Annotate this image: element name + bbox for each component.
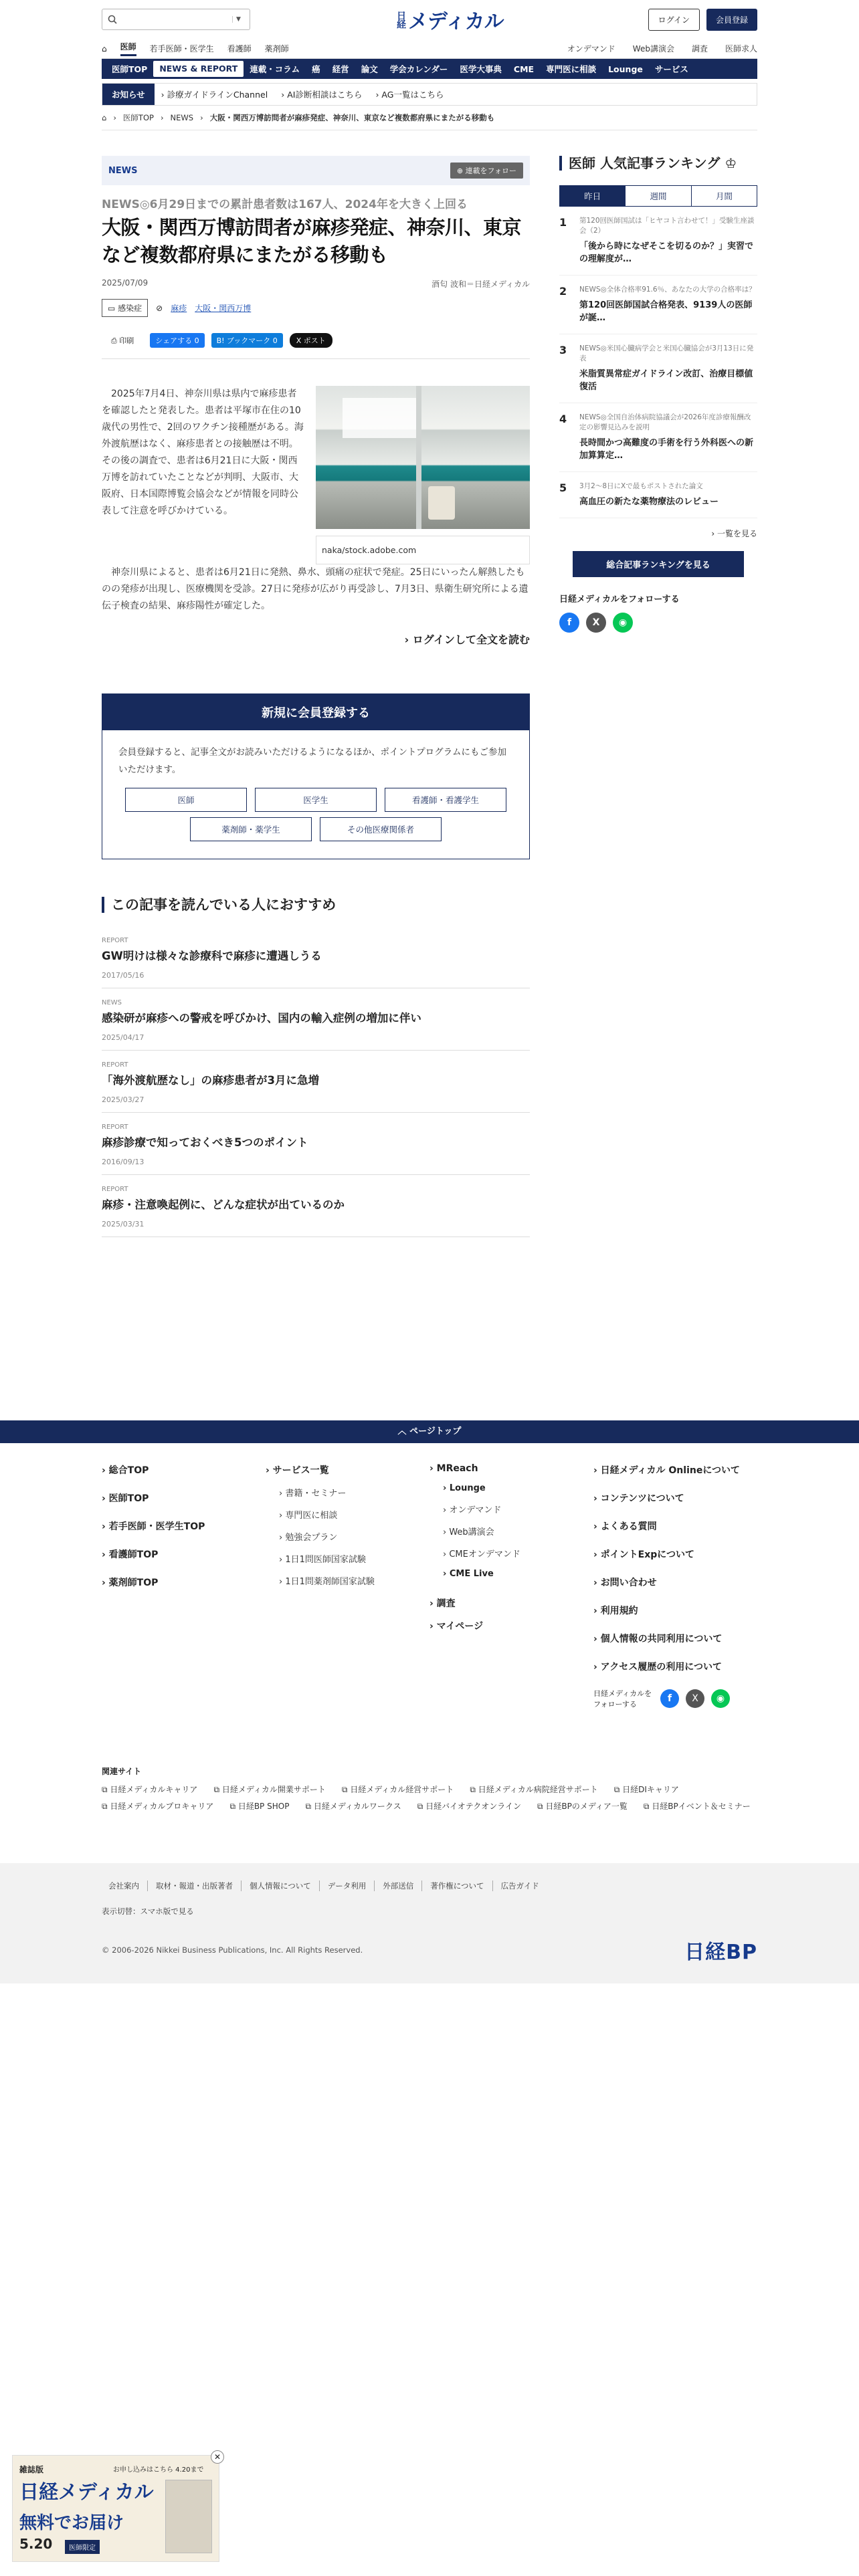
ranking-title: 医師 人気記事ランキング ♔ <box>559 156 757 171</box>
tag-link[interactable]: 大阪・関西万博 <box>195 304 252 313</box>
breadcrumb-item[interactable]: 医師TOP <box>122 113 154 122</box>
subnav-ondemand[interactable]: オンデマンド <box>567 44 615 53</box>
facebook-icon[interactable]: f <box>660 1689 679 1708</box>
list-item[interactable]: REPORT 麻疹診療で知っておくべき5つのポイント 2016/09/13 <box>102 1113 530 1175</box>
page-top-button[interactable]: ︿ ページトップ <box>0 1420 859 1443</box>
footer-link[interactable]: › 個人情報の共同利用について <box>593 1634 723 1644</box>
chevron-down-icon[interactable]: ▼ <box>232 16 244 23</box>
breadcrumb-current: 大阪・関西万博訪問者が麻疹発症、神奈川、東京など複数都府県にまたがる移動も <box>209 113 495 122</box>
x-icon[interactable]: X <box>586 613 606 633</box>
register-box-desc: 会員登録すると、記事全文がお読みいただけるようになるほか、ポイントプログラムにもご参加いただけます。 <box>118 747 506 775</box>
nav-news-report[interactable]: NEWS & REPORT <box>153 61 244 77</box>
register-other-button[interactable]: その他医療関係者 <box>320 817 442 841</box>
facebook-icon[interactable]: f <box>559 613 579 633</box>
follow-series-button[interactable]: ⊕ 連載をフォロー <box>450 163 523 179</box>
ranking-item[interactable]: 2 NEWS◎全体合格率91.6％、あなたの大学の合格率は？ 第120回医師国試合格発表、9139人の医師が誕… <box>559 276 757 334</box>
article-paragraph: 2025年7月4日、神奈川県は県内で麻疹患者を確認したと発表した。患者は平塚市在住の10歳代の男性で、2回のワクチン接種歴がある。海外渡航歴はなく、麻疹患者との接触歴は不明。その後の調査で、患者は6月21日に大阪・関西万博を訪れていたことなどが判明、大阪市、大阪府、日本国際博覧会協会などが情報を同時公表して注意を呼びかけている。 <box>102 389 304 516</box>
main-nav <box>102 59 757 79</box>
read-more-link[interactable]: › ログインして全文を読む <box>404 633 530 646</box>
search-input[interactable] <box>121 15 232 24</box>
line-icon[interactable]: ◉ <box>613 613 633 633</box>
subnav-pharmacist[interactable]: 薬剤師 <box>264 44 289 53</box>
close-icon[interactable]: ✕ <box>211 2450 224 2464</box>
copyright: © 2006-2026 Nikkei Business Publications, Inc. All Rights Reserved. <box>102 1945 363 1955</box>
related-link[interactable]: ⧉ 日経BP SHOP <box>229 1802 290 1811</box>
bottom-link[interactable]: 取材・報道・出版著者 <box>147 1881 241 1891</box>
register-box-title: 新規に会員登録する <box>102 694 529 730</box>
footer-link[interactable]: › 医師TOP <box>102 1493 149 1504</box>
register-button[interactable]: 会員登録 <box>706 9 757 31</box>
notice-label: お知らせ <box>102 84 155 105</box>
article-figure <box>316 386 530 564</box>
search-icon <box>108 15 117 24</box>
category-label[interactable]: NEWS <box>108 165 138 176</box>
related-link[interactable]: ⧉ 日経メディカルプロキャリア <box>102 1802 214 1811</box>
ad-free: 無料でお届け <box>19 2513 124 2533</box>
footer-link[interactable]: › 1日1問医師国家試験 <box>279 1555 366 1565</box>
article-body <box>102 386 530 615</box>
ad-promo: お申し込みはこちら 4.20まで <box>113 2466 204 2474</box>
related-link[interactable]: ⧉ 日経メディカル開業サポート <box>213 1785 326 1794</box>
ranking-more-link[interactable]: › 一覧を見る <box>711 529 757 538</box>
site-logo[interactable] <box>395 5 504 34</box>
nav-cme[interactable]: CME <box>513 64 535 74</box>
footer-link[interactable]: › ポイントExpについて <box>593 1549 694 1560</box>
bottom-link[interactable]: 著作権について <box>421 1881 492 1891</box>
tag-link[interactable]: 麻疹 <box>171 304 187 313</box>
article-author: 酒匂 波和＝日経メディカル <box>432 280 530 289</box>
ranking-tabs <box>559 185 757 207</box>
related-link[interactable]: ⧉ 日経BPイベント＆セミナー <box>643 1802 751 1811</box>
list-item[interactable]: REPORT 「海外渡航歴なし」の麻疹患者が3月に急増 2025/03/27 <box>102 1051 530 1113</box>
nav-dictionary[interactable]: 医学大事典 <box>460 64 502 74</box>
tag-icon: ⊘ <box>156 303 163 313</box>
magazine-cover-image <box>165 2480 212 2553</box>
notice-item[interactable]: › 診療ガイドラインChannel <box>161 90 268 100</box>
ad-label: 雑誌版 <box>19 2465 44 2474</box>
list-item[interactable]: NEWS 感染研が麻疹への警戒を呼びかけ、国内の輸入症例の増加に伴い 2025/04/17 <box>102 988 530 1051</box>
related-title: 関連サイト <box>102 1767 142 1776</box>
recommend-list <box>102 926 530 1237</box>
nav-papers[interactable]: 論文 <box>361 64 378 74</box>
footer-link[interactable]: › お問い合わせ <box>593 1578 657 1588</box>
register-nurse-button[interactable]: 看護師・看護学生 <box>385 788 506 812</box>
ranking-item[interactable]: 1 第120回医師国試は「ヒヤコト言わせて！」受験生座談会（2） 「後から時になぜそこを切るのか？」実習での理解度が… <box>559 207 757 276</box>
footer-link[interactable]: › オンデマンド <box>443 1505 502 1515</box>
footer-link[interactable]: › Lounge <box>443 1483 486 1493</box>
article-photo <box>316 386 530 529</box>
register-pharmacist-button[interactable]: 薬剤師・薬学生 <box>190 817 312 841</box>
related-link[interactable]: ⧉ 日経メディカルワークス <box>305 1802 401 1811</box>
subnav-jobs[interactable]: 医師求人 <box>725 44 757 53</box>
logo-small-text: 日経 <box>395 11 406 28</box>
footer-follow-label: 日経メディカルをフォローする <box>593 1689 652 1709</box>
sidebar <box>559 156 757 1237</box>
header <box>102 0 757 39</box>
footer-links <box>102 1463 757 1724</box>
footer-link[interactable]: › MReach <box>430 1463 478 1474</box>
footer-link[interactable]: › 調査 <box>430 1598 456 1609</box>
nav-calendar[interactable]: 学会カレンダー <box>389 64 448 74</box>
notice-bar <box>102 83 757 106</box>
subnav-nurse[interactable]: 看護師 <box>227 44 252 53</box>
line-icon[interactable]: ◉ <box>711 1689 730 1708</box>
article-main <box>102 156 530 1237</box>
category-bar <box>102 156 530 185</box>
footer-link[interactable]: › 看護師TOP <box>102 1549 159 1560</box>
footer-link[interactable]: › 1日1問薬剤師国家試験 <box>279 1577 375 1587</box>
footer-link[interactable]: › 書籍・セミナー <box>279 1489 347 1499</box>
tab-yesterday[interactable]: 昨日 <box>560 186 625 206</box>
sub-nav <box>102 39 757 59</box>
ad-badge: 医師限定 <box>65 2540 100 2554</box>
bottom-link[interactable]: 広告ガイド <box>492 1881 547 1891</box>
footer-link[interactable]: › マイページ <box>430 1621 484 1632</box>
nav-doctor-top[interactable]: 医師TOP <box>112 64 148 74</box>
ranking-item[interactable]: 4 NEWS◎全国自治体病院協議会が2026年度診療報酬改定の影響見込みを説明 長時間かつ高難度の手術を行う外科医への新加算算定… <box>559 403 757 472</box>
related-link[interactable]: ⧉ 日経メディカル経営サポート <box>341 1785 454 1794</box>
footer-link[interactable]: › 若手医師・医学生TOP <box>102 1521 205 1532</box>
x-post-button[interactable]: X ポスト <box>290 333 332 348</box>
follow-label: 日経メディカルをフォローする <box>559 595 680 605</box>
breadcrumb-item[interactable]: NEWS <box>170 113 194 122</box>
article-title: 大阪・関西万博訪問者が麻疹発症、神奈川、東京など複数都府県にまたがる移動も <box>102 216 522 266</box>
facebook-share-button[interactable]: シェアする 0 <box>150 333 204 348</box>
nav-management[interactable]: 経営 <box>332 64 349 74</box>
footer-link[interactable]: › コンテンツについて <box>593 1493 684 1504</box>
bottom-link[interactable]: 外部送信 <box>374 1881 421 1891</box>
footer-link[interactable]: › よくある質問 <box>593 1521 657 1532</box>
breadcrumb: ⌂ › 医師TOP › NEWS › 大阪・関西万博訪問者が麻疹発症、神奈川、東京など複数都府県にまたがる移動も <box>102 112 757 130</box>
related-link[interactable]: ⧉ 日経DIキャリア <box>613 1785 679 1794</box>
hatena-bookmark-button[interactable]: B! ブックマーク 0 <box>211 333 283 348</box>
ranking-item[interactable]: 5 3月2〜8日にXで最もポストされた論文 高血圧の新たな薬物療法のレビュー <box>559 472 757 518</box>
related-link[interactable]: ⧉ 日経メディカルキャリア <box>102 1785 198 1794</box>
footer-link[interactable]: › 日経メディカル Onlineについて <box>593 1465 741 1476</box>
subnav-survey[interactable]: 調査 <box>691 44 708 53</box>
nav-cancer[interactable]: 癌 <box>312 64 320 74</box>
footer-link[interactable]: › Web講演会 <box>443 1527 494 1537</box>
photo-caption: naka/stock.adobe.com <box>316 536 530 564</box>
nav-services[interactable]: サービス <box>654 64 688 74</box>
crown-icon: ♔ <box>725 155 737 171</box>
footer-link[interactable]: › 薬剤師TOP <box>102 1578 159 1588</box>
footer-bottom <box>0 1863 859 1983</box>
footer-link[interactable]: › アクセス履歴の利用について <box>593 1662 722 1673</box>
x-icon[interactable]: X <box>686 1689 704 1708</box>
footer-link[interactable]: › 勉強会プラン <box>279 1533 338 1543</box>
bottom-link[interactable]: 個人情報について <box>241 1881 319 1891</box>
bottom-link[interactable]: データ利用 <box>319 1881 375 1891</box>
list-item[interactable]: REPORT 麻疹・注意喚起例に、どんな症状が出ているのか 2025/03/31 <box>102 1175 530 1237</box>
all-ranking-button[interactable]: 総合記事ランキングを見る <box>573 551 744 577</box>
notice-item[interactable]: › AG一覧はこちら <box>375 90 444 100</box>
footer-link[interactable]: › CMEオンデマンド <box>443 1549 520 1560</box>
register-doctor-button[interactable]: 医師 <box>125 788 247 812</box>
footer-link[interactable]: › 利用規約 <box>593 1606 638 1616</box>
subnav-doctor[interactable]: 医師 <box>120 41 136 56</box>
print-button[interactable]: ⎙ 印刷 <box>111 336 134 345</box>
footer-link[interactable]: › 専門医に相談 <box>279 1511 338 1521</box>
tab-weekly[interactable]: 週間 <box>625 186 690 206</box>
related-link[interactable]: ⧉ 日経BPのメディア一覧 <box>537 1802 628 1811</box>
footer-link[interactable]: › CME Live <box>443 1569 494 1579</box>
nikkei-bp-logo[interactable]: 日経BP <box>684 1941 757 1964</box>
nav-columns[interactable]: 連載・コラム <box>250 64 300 74</box>
footer-link[interactable]: › 総合TOP <box>102 1465 149 1476</box>
ad-title: 日経メディカル <box>19 2480 154 2503</box>
subnav-student[interactable]: 若手医師・医学生 <box>149 44 214 53</box>
ad-date: 5.20 <box>19 2536 53 2552</box>
related-link[interactable]: ⧉ 日経メディカル病院経営サポート <box>470 1785 598 1794</box>
view-switch-link[interactable]: 表示切替：スマホ版で見る <box>102 1907 194 1916</box>
nav-lounge[interactable]: Lounge <box>608 64 643 74</box>
related-sites <box>102 1765 757 1812</box>
list-item[interactable]: REPORT GW明けは様々な診療科で麻疹に遭遇しうる 2017/05/16 <box>102 926 530 988</box>
footer-link[interactable]: › サービス一覧 <box>266 1465 329 1476</box>
subnav-webinar[interactable]: Web講演会 <box>632 44 674 53</box>
recommend-title: この記事を読んでいる人におすすめ <box>102 897 530 913</box>
article-paragraph: 神奈川県によると、患者は6月21日に発熱、鼻水、頭痛の症状で発症。25日にいったん解熱したものの発疹が出現し、医療機関を受診。27日に発疹が広がり再受診し、7月3日、県衛生研究所による遺伝子検査の結果、麻疹陽性が確定した。 <box>102 567 529 611</box>
search-box[interactable] <box>102 9 250 30</box>
register-medstudent-button[interactable]: 医学生 <box>255 788 377 812</box>
home-icon[interactable]: ⌂ <box>102 43 107 53</box>
article-subtitle: NEWS◎6月29日までの累計患者数は167人、2024年を大きく上回る <box>102 198 468 211</box>
login-button[interactable]: ログイン <box>648 9 700 31</box>
home-icon[interactable]: ⌂ <box>102 113 107 122</box>
magazine-ad[interactable] <box>12 2452 221 2562</box>
ranking-item[interactable]: 3 NEWS◎米国心臓病学会と米国心臓協会が3月13日に発表 米脂質異常症ガイドライン改訂、治療目標値復活 <box>559 334 757 403</box>
nav-consult[interactable]: 専門医に相談 <box>546 64 597 74</box>
notice-item[interactable]: › AI診断相談はこちら <box>281 90 363 100</box>
bottom-link[interactable]: 会社案内 <box>108 1881 139 1891</box>
article-date: 2025/07/09 <box>102 278 149 288</box>
category-tag[interactable]: ▭ 感染症 <box>102 299 148 317</box>
logo-text: メディカル <box>407 10 504 33</box>
register-box <box>102 693 530 859</box>
related-link[interactable]: ⧉ 日経バイオテクオンライン <box>417 1802 521 1811</box>
tab-monthly[interactable]: 月間 <box>691 186 757 206</box>
